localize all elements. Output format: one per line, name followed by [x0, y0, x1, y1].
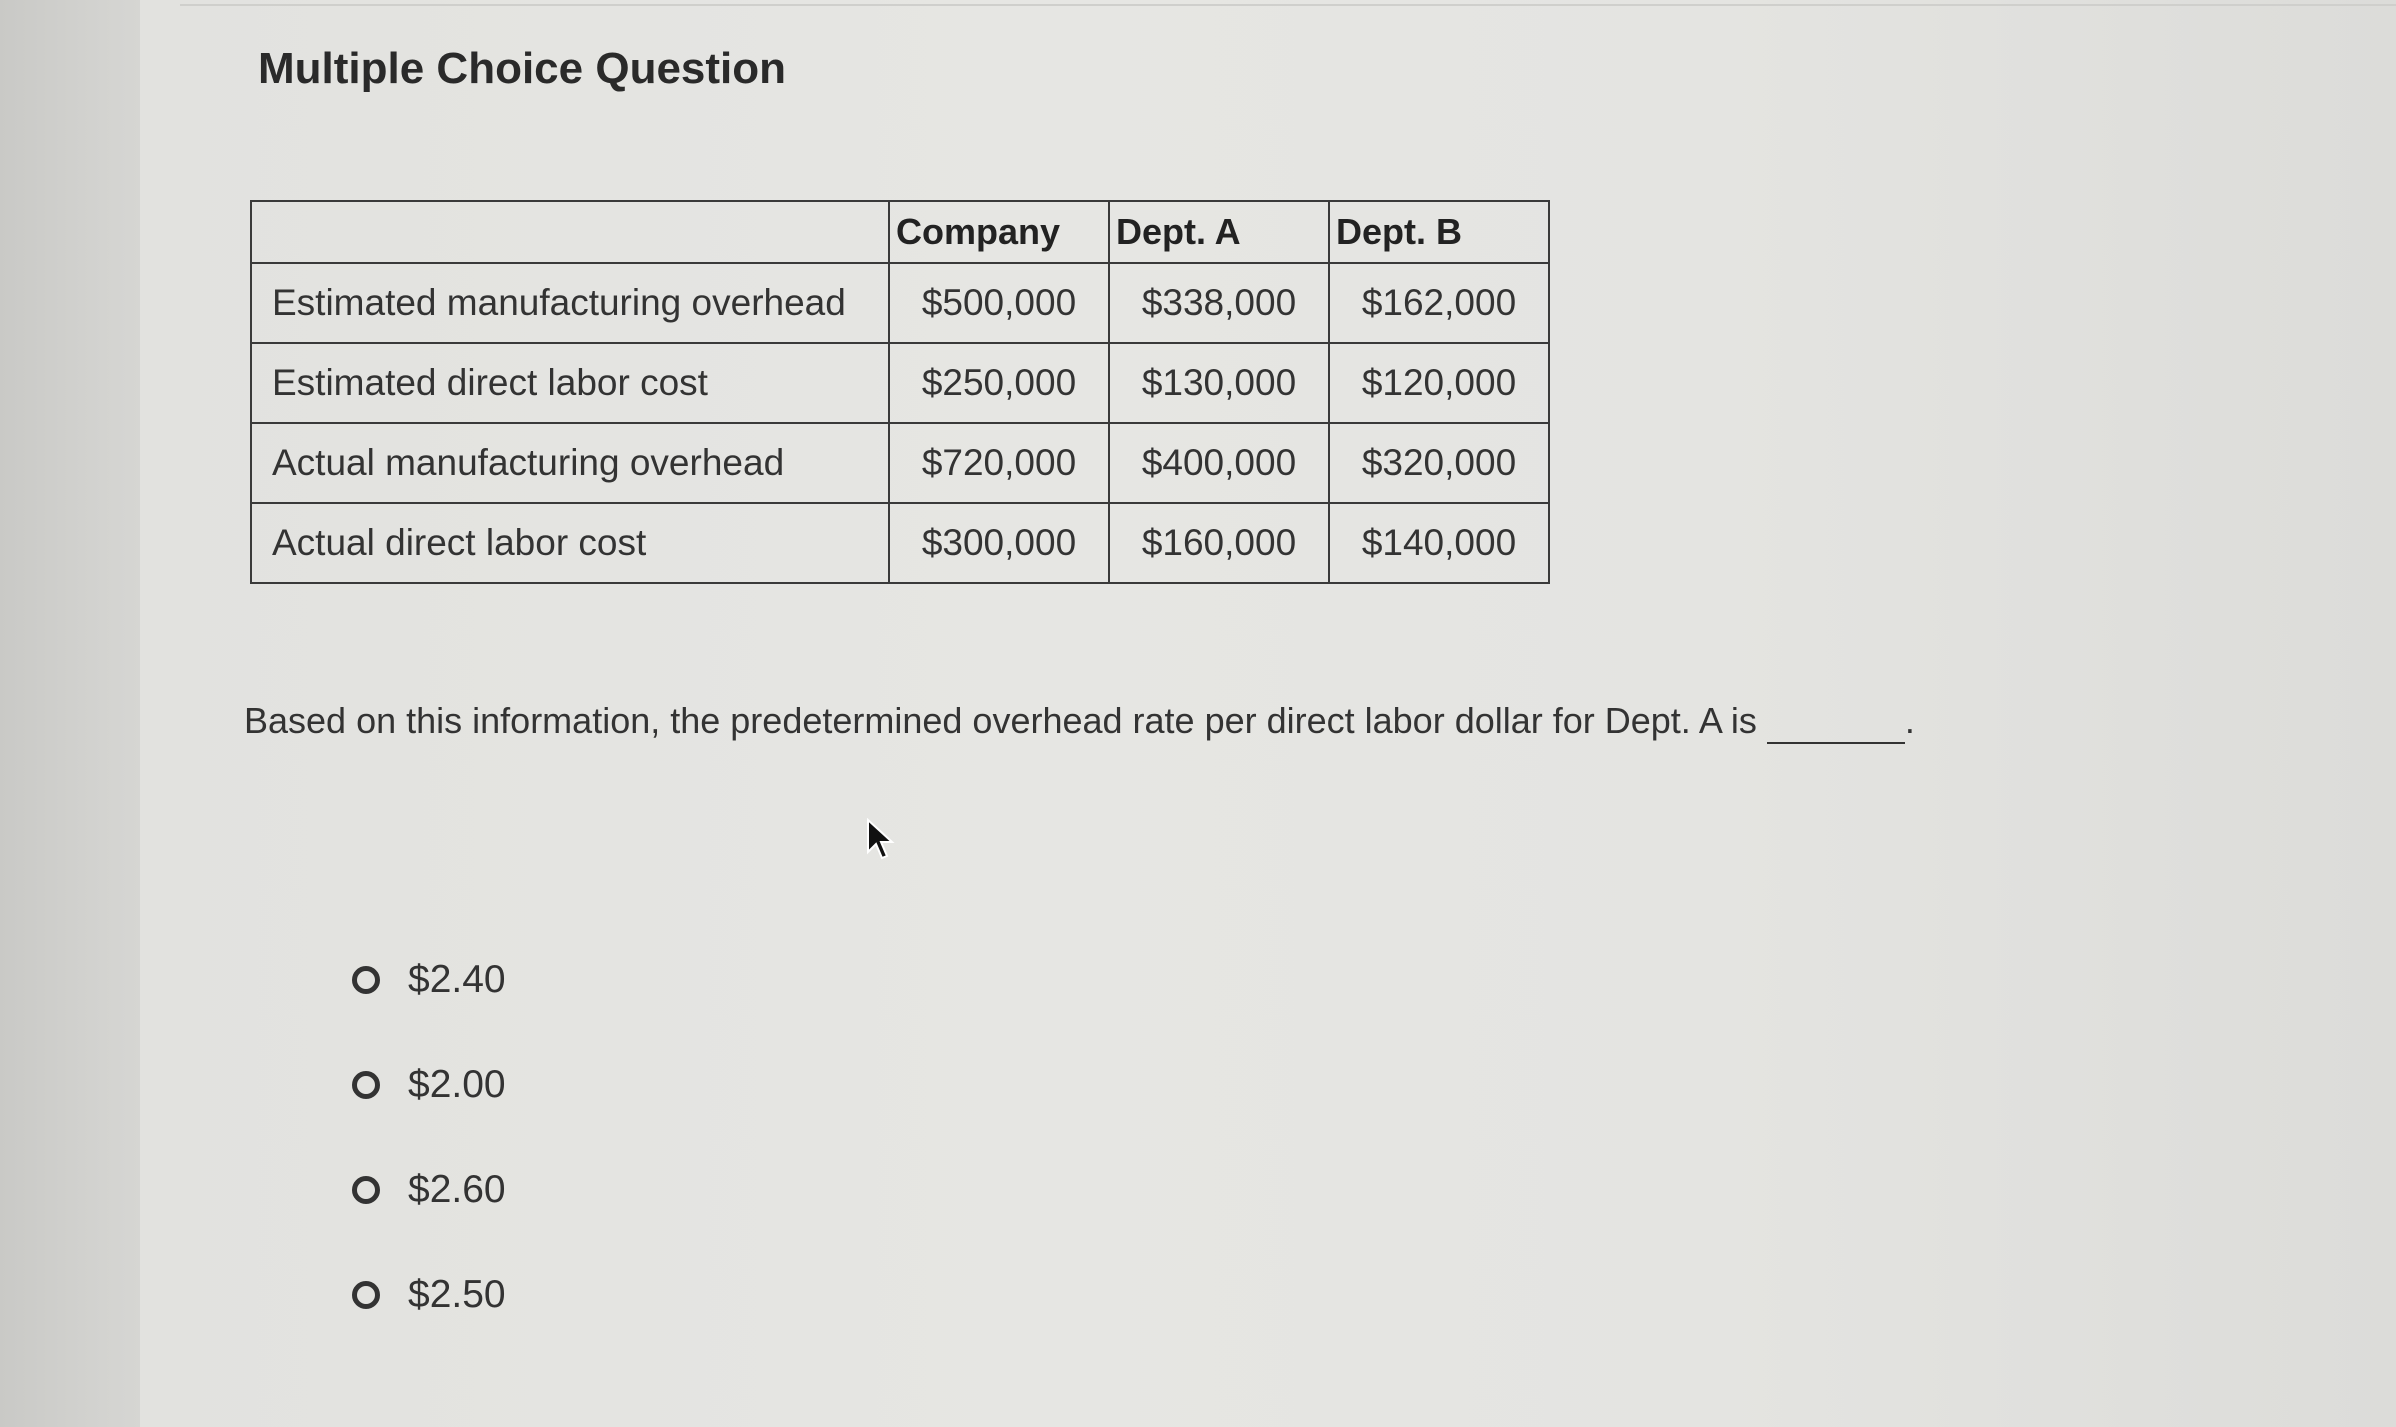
data-table: [250, 200, 1550, 584]
table-row: [251, 423, 1549, 503]
answer-option[interactable]: [352, 950, 506, 1010]
row-label: Actual direct labor cost: [251, 503, 889, 583]
answer-blank: [1767, 700, 1905, 744]
table-header-cell: Company: [889, 201, 1109, 263]
dept-a-value: $130,000: [1109, 343, 1329, 423]
page-title: Multiple Choice Question: [258, 44, 787, 93]
option-label: $2.00: [408, 1063, 506, 1106]
answer-options: [352, 950, 506, 1370]
option-label: $2.60: [408, 1168, 506, 1211]
dept-a-value: $400,000: [1109, 423, 1329, 503]
dept-a-value: $338,000: [1109, 263, 1329, 343]
company-value: $500,000: [889, 263, 1109, 343]
company-value: $720,000: [889, 423, 1109, 503]
company-value: $300,000: [889, 503, 1109, 583]
mouse-pointer-icon: [866, 818, 896, 862]
dept-b-value: $162,000: [1329, 263, 1549, 343]
radio-button-icon[interactable]: [352, 1281, 380, 1309]
table-header-cell: Dept. B: [1329, 201, 1549, 263]
table-header-row: [251, 201, 1549, 263]
answer-option[interactable]: [352, 1160, 506, 1220]
table-row: [251, 503, 1549, 583]
dept-b-value: $320,000: [1329, 423, 1549, 503]
option-label: $2.50: [408, 1273, 506, 1316]
question-prompt: [244, 700, 1915, 744]
answer-option[interactable]: [352, 1265, 506, 1325]
question-end: .: [1904, 700, 1915, 741]
dept-a-value: $160,000: [1109, 503, 1329, 583]
table-header-cell: [251, 201, 889, 263]
row-label: Estimated manufacturing overhead: [251, 263, 889, 343]
top-divider: [180, 4, 2396, 6]
radio-button-icon[interactable]: [352, 1071, 380, 1099]
dept-b-value: $120,000: [1329, 343, 1549, 423]
table-row: [251, 263, 1549, 343]
option-label: $2.40: [408, 958, 506, 1001]
table-header-cell: Dept. A: [1109, 201, 1329, 263]
table-row: [251, 343, 1549, 423]
row-label: Actual manufacturing overhead: [251, 423, 889, 503]
radio-button-icon[interactable]: [352, 966, 380, 994]
dept-b-value: $140,000: [1329, 503, 1549, 583]
radio-button-icon[interactable]: [352, 1176, 380, 1204]
answer-option[interactable]: [352, 1055, 506, 1115]
company-value: $250,000: [889, 343, 1109, 423]
question-text: Based on this information, the predetermined overhead rate per direct labor dollar for Dept. A is: [244, 700, 1757, 741]
row-label: Estimated direct labor cost: [251, 343, 889, 423]
